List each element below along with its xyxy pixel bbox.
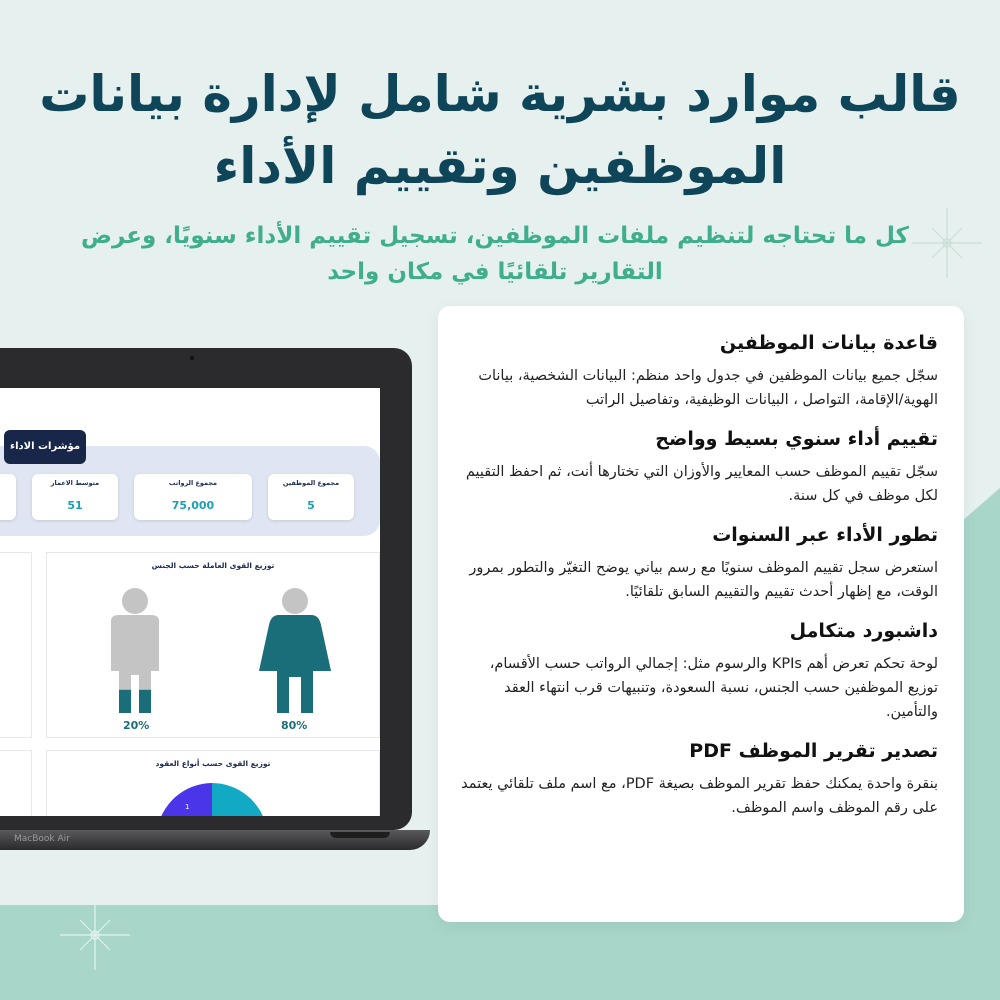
kpi-label: مجموع الرواتب (168, 479, 218, 487)
side-panel-left (0, 552, 32, 738)
feature-body: بنقرة واحدة يمكنك حفظ تقرير الموظف بصيغة PDF، مع اسم ملف تلقائي يعتمد على رقم الموظف واسم الموظف. (461, 776, 938, 816)
laptop-screen (0, 388, 380, 816)
pie-slice (212, 783, 266, 816)
feature-body: استعرض سجل تقييم الموظف سنويًا مع رسم بياني يوضح التغيّر والتطور بمرور الوقت، مع إظهار أحدث تقييم والتقييم السابق تلقائيًا. (469, 560, 938, 600)
feature-performance-history (458, 520, 938, 604)
female-figure-icon (255, 583, 335, 715)
kpi-card-salaries (134, 474, 252, 520)
female-fill (255, 614, 335, 715)
gender-panel-title: توزيع القوى العاملة حسب الجنس (151, 561, 275, 570)
camera-icon (190, 356, 194, 360)
laptop-mockup (0, 348, 440, 888)
features-card (438, 306, 964, 922)
feature-employee-database (458, 328, 938, 412)
feature-heading: داشبورد متكامل (789, 620, 938, 642)
kpi-label: مجموع الموظفين (282, 479, 340, 487)
tab-kpis[interactable]: مؤشرات الاداء (4, 430, 86, 464)
kpi-card-ages (32, 474, 118, 520)
page-subtitle: كل ما تحتاجه لتنظيم ملفات الموظفين، تسجيل تقييم الأداء سنويًا، وعرض التقارير تلقائيًا في مكان واحد (81, 223, 909, 285)
gender-figures (47, 553, 380, 739)
feature-heading: تطور الأداء عبر السنوات (712, 524, 938, 546)
female-percentage: 80% (281, 719, 308, 732)
feature-annual-evaluation (458, 424, 938, 508)
kpi-value: 75,000 (171, 499, 215, 512)
feature-body: لوحة تحكم تعرض أهم KPIs والرسوم مثل: إجمالي الرواتب حسب الأقسام، توزيع الموظفين حسب الجنس، نسبة السعودة، وتنبيهات قرب انتهاء العقد والتأمين. (489, 656, 938, 720)
male-figure-icon (107, 583, 163, 715)
contracts-panel (46, 750, 380, 816)
gender-panel (46, 552, 380, 738)
kpi-card-employees (268, 474, 354, 520)
feature-heading: تقييم أداء سنوي بسيط وواضح (655, 428, 938, 450)
kpi-value: 5 (307, 499, 315, 512)
sparkle-icon (912, 208, 982, 278)
laptop-brand: MacBook Air (14, 834, 70, 844)
sparkle-icon (60, 900, 130, 970)
side-panel-left-bottom (0, 750, 32, 816)
feature-heading: تصدير تقرير الموظف PDF (689, 740, 938, 762)
kpi-card-partial (0, 474, 16, 520)
laptop-notch (330, 832, 390, 838)
pie-slice (157, 783, 212, 816)
feature-body: سجّل جميع بيانات الموظفين في جدول واحد منظم: البيانات الشخصية، بيانات الهوية/الإقامة، التواصل ، البيانات الوظيفية، وتفاصيل الراتب (478, 368, 938, 408)
kpi-label: متوسط الاعمار (50, 479, 100, 487)
page-title: قالب موارد بشرية شامل لإدارة بيانات الموظفين وتقييم الأداء (39, 65, 961, 195)
male-percentage: 20% (123, 719, 150, 732)
feature-dashboard (458, 616, 938, 724)
male-fill (107, 690, 163, 715)
feature-pdf-export (458, 736, 938, 820)
contracts-panel-title: توزيع القوى حسب أنواع العقود (155, 759, 271, 768)
kpi-value: 51 (67, 499, 83, 512)
contracts-pie-chart (47, 751, 380, 816)
pie-label: 1 (185, 803, 190, 811)
feature-body: سجّل تقييم الموظف حسب المعايير والأوزان التي تختارها أنت، ثم احفظ التقييم لكل موظف في كل سنة. (465, 464, 938, 504)
feature-heading: قاعدة بيانات الموظفين (719, 332, 938, 354)
